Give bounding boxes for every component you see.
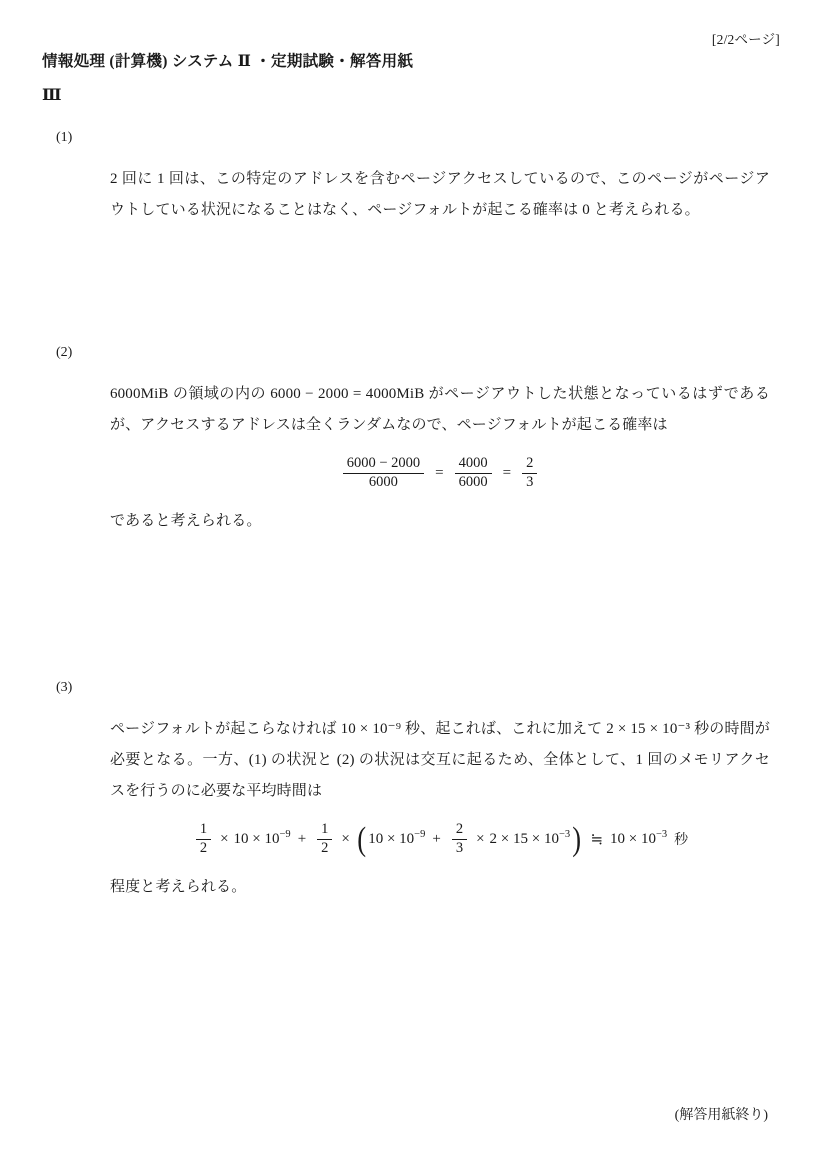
answer-text-1: 2 回に 1 回は、この特定のアドレスを含むページアクセスしているので、このページがページアウトしている状況になることはなく、ページフォルトが起こる確率は 0 と考えられる。 [110, 171, 770, 218]
equals-sign: = [502, 464, 512, 481]
term-base: 10 × 10 [233, 830, 280, 847]
fraction-denominator: 3 [455, 839, 464, 856]
fraction-denominator: 6000 [368, 473, 398, 490]
answer-text-3: ページフォルトが起こらなければ 10 × 10⁻⁹ 秒、起これば、これに加えて 2 × 15 × 10⁻³ 秒の時間が必要となる。一方、(1) の状況と (2) の状況は交互に起るため、全体として、1 回のメモリアクセスを行うのに必要な平均時間は [110, 721, 770, 799]
fraction-numerator: 1 [317, 822, 332, 840]
closing-text-3: 程度と考えられる。 [110, 879, 247, 896]
fraction-numerator: 1 [196, 822, 211, 840]
multiplication-sign: × [220, 830, 229, 847]
term-exponent: −9 [279, 828, 291, 840]
question-label-1: (1) [56, 130, 73, 145]
term-2-times-15-times-10 [489, 828, 571, 848]
section-number: Ⅲ [42, 87, 62, 104]
fraction-denominator: 6000 [458, 473, 488, 490]
fraction-numerator: 4000 [455, 456, 492, 474]
fraction-4000-over-6000 [455, 456, 492, 490]
question-body-3 [110, 714, 770, 903]
fraction-2-over-3 [522, 456, 537, 490]
fraction-denominator: 3 [526, 473, 534, 490]
fraction-numerator: 6000 − 2000 [343, 456, 424, 474]
multiplication-sign: × [476, 830, 485, 847]
page-marker: [2/2ページ] [711, 32, 780, 47]
fraction-1-over-2-second [317, 822, 332, 856]
fraction-2-over-3-inner [452, 822, 467, 856]
term-exponent: −3 [558, 828, 571, 840]
fraction-denominator: 2 [199, 839, 208, 856]
fraction-denominator: 2 [321, 839, 329, 856]
fraction-numerator: 2 [522, 456, 537, 474]
page-title: 情報処理 (計算機) システム Ⅱ ・定期試験・解答用紙 [42, 53, 414, 70]
formula-average-time [110, 821, 770, 856]
footer-note: (解答用紙終り) [674, 1108, 768, 1123]
formula-probability [110, 455, 770, 490]
question-body-1 [110, 164, 770, 226]
fraction-numerator: 2 [452, 822, 467, 840]
fraction-6000-minus-2000-over-6000 [343, 456, 424, 490]
closing-text-2: であると考えられる。 [110, 513, 262, 530]
question-label-2: (2) [56, 345, 73, 360]
plus-sign: + [297, 830, 307, 847]
fraction-1-over-2 [196, 822, 211, 856]
unit-label-seconds: 秒 [674, 832, 689, 849]
question-body-2 [110, 379, 770, 537]
question-label-3: (3) [56, 680, 73, 695]
term-exponent: −9 [414, 828, 426, 840]
equals-sign: = [435, 464, 444, 481]
term-10-times-10 [233, 828, 291, 848]
term-base: 2 × 15 × 10 [489, 830, 559, 847]
term-result [610, 828, 668, 848]
open-paren: ( [357, 820, 366, 858]
multiplication-sign: × [341, 830, 350, 847]
term-exponent: −3 [656, 828, 668, 840]
term-base: 10 × 10 [610, 830, 656, 847]
answer-text-2: 6000MiB の領域の内の 6000 − 2000 = 4000MiB がページアウトした状態となっているはずであるが、アクセスするアドレスは全くランダムなので、ページフォルトが起こる確率は [110, 386, 770, 433]
term-base: 10 × 10 [368, 830, 415, 847]
term-10-times-10-inner [368, 828, 426, 848]
plus-sign: + [432, 830, 441, 847]
close-paren: ) [572, 820, 582, 858]
approximately-equals-sign: ≒ [590, 831, 604, 848]
